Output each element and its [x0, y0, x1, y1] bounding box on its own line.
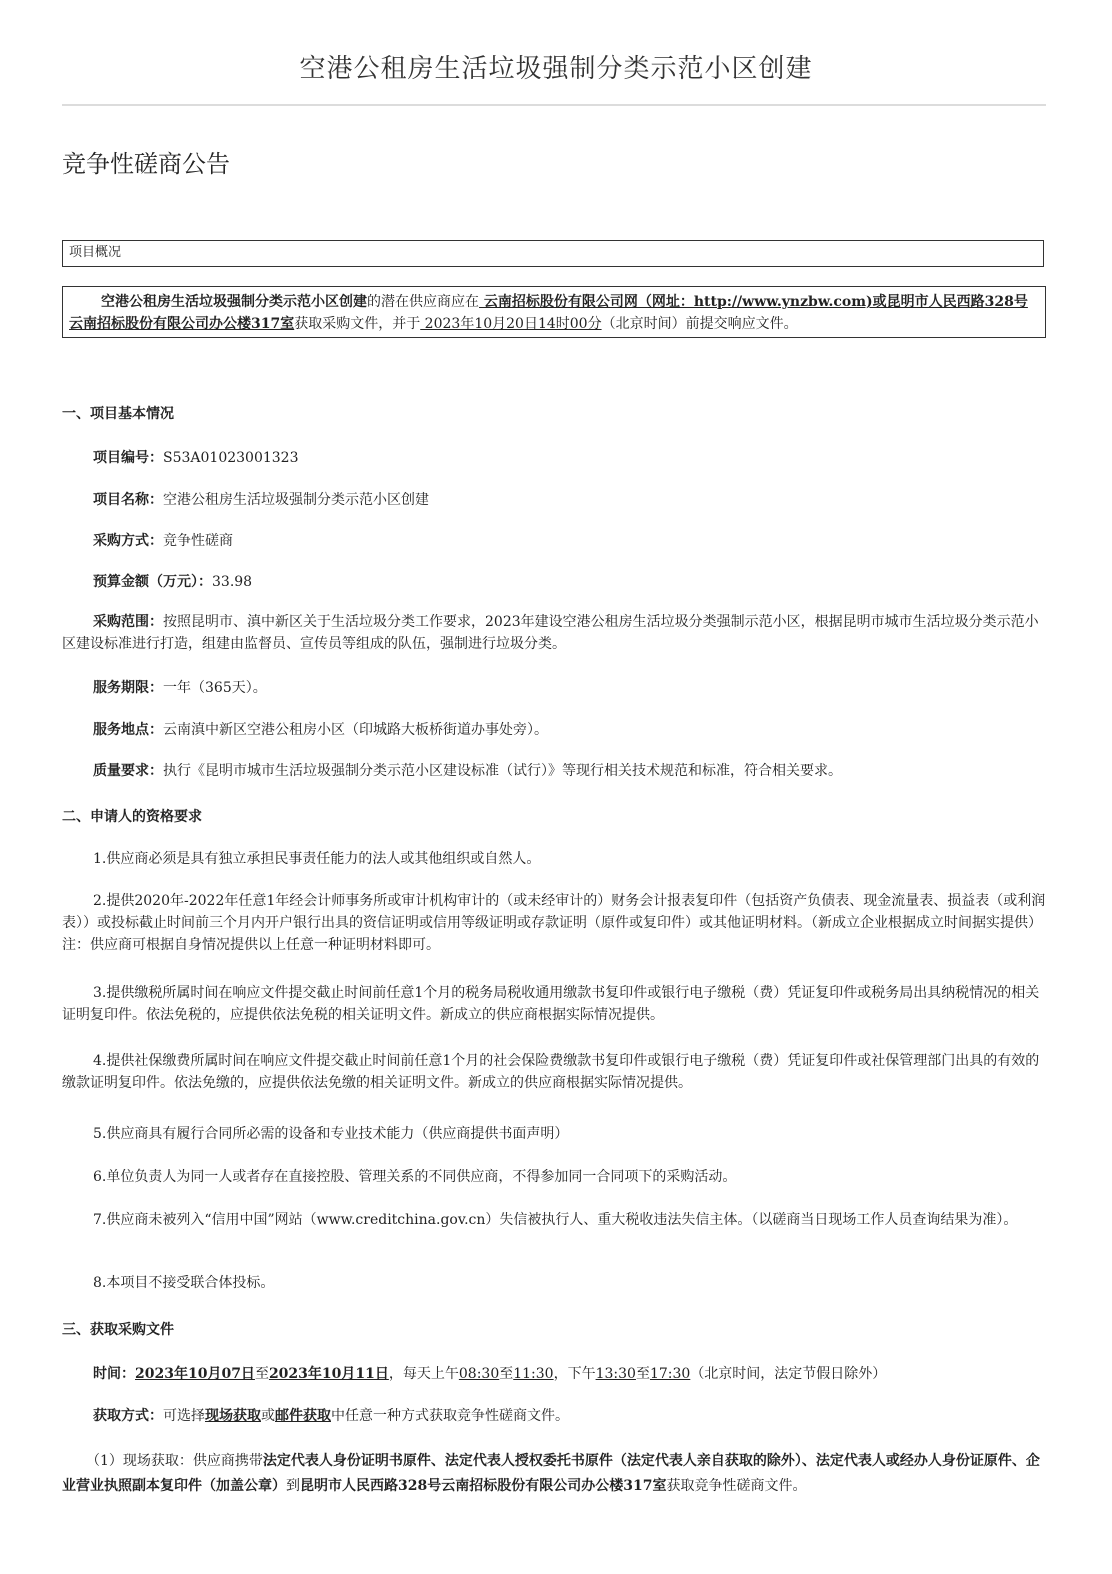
field-label: 项目编号：: [93, 450, 163, 466]
requirement-item: 2.提供2020年-2022年任意1年经会计师事务所或审计机构审计的（或未经审计的）财务会计报表复印件（包括资产负债表、现金流量表、损益表（或利润表））或投标截止时间前三个月内开户银行出具的资信证明或信用等级证明或存款证明（原件或复印件）或其他证明材料。（新成立企业根据成立时间据实提供）注：供应商可根据自身情况提供以上任意一种证明材料即可。: [62, 893, 1046, 953]
field-label: 预算金额（万元）：: [93, 574, 212, 590]
intro-project-name: 空港公租房生活垃圾强制分类示范小区创建: [101, 294, 367, 310]
intro-deadline: 2023年10月20日14时00分: [420, 316, 602, 332]
field-label: 服务期限：: [93, 680, 163, 696]
notice-heading: 竞争性磋商公告: [62, 150, 230, 178]
onsite-text: 获取竞争性磋商文件。: [666, 1478, 807, 1494]
service-location-row: [62, 718, 1046, 742]
field-value: 一年（365天）。: [163, 680, 267, 696]
section1-heading: 一、项目基本情况: [62, 406, 174, 422]
title-divider: [62, 104, 1046, 106]
field-value: 云南滇中新区空港公租房小区（印城路大板桥街道办事处旁）。: [163, 722, 548, 738]
intro-text-1: 的潜在供应商应在: [367, 294, 479, 310]
procurement-method-row: [62, 529, 1046, 553]
field-value: 竞争性磋商: [163, 533, 233, 549]
onsite-place: 昆明市人民西路328号云南招标股份有限公司办公楼317室: [300, 1478, 667, 1494]
method-text: 或: [261, 1408, 275, 1424]
acquisition-method-row: [62, 1404, 1046, 1428]
field-label: 质量要求：: [93, 763, 163, 779]
connector-text: 至: [254, 1366, 269, 1382]
requirement-item: 8.本项目不接受联合体投标。: [93, 1275, 275, 1291]
intro-acquire-place: 云南招标股份有限公司网（网址：http://www.ynzbw.com)或昆明市人民西路328号云南招标股份有限公司办公楼317室: [69, 294, 1028, 332]
field-label: 服务地点：: [93, 722, 163, 738]
budget-row: [62, 570, 1046, 594]
am-start-time: 08:30: [458, 1366, 500, 1382]
field-label: 采购范围：: [93, 614, 163, 630]
onsite-acquisition-paragraph: [62, 1449, 1046, 1499]
requirement-item: 6.单位负责人为同一人或者存在直接控股、管理关系的不同供应商，不得参加同一合同项下的采购活动。: [93, 1169, 737, 1185]
project-number-row: [62, 446, 1046, 470]
field-value: S53A01023001323: [163, 450, 299, 466]
service-period-row: [62, 676, 1046, 700]
mail-method: 邮件获取: [275, 1408, 331, 1424]
field-value: 33.98: [212, 574, 253, 590]
pm-end-time: 17:30: [649, 1366, 691, 1382]
connector-text: 至: [499, 1366, 514, 1382]
field-label: 项目名称：: [93, 492, 163, 508]
overview-intro: [62, 286, 1046, 338]
section3-heading: 三、获取采购文件: [62, 1322, 174, 1338]
field-label: 获取方式：: [93, 1408, 163, 1424]
pm-start-time: 13:30: [595, 1366, 636, 1382]
section2-heading: 二、申请人的资格要求: [62, 809, 202, 825]
method-text: 中任意一种方式获取竞争性磋商文件。: [331, 1408, 569, 1424]
field-value: 按照昆明市、滇中新区关于生活垃圾分类工作要求，2023年建设空港公租房生活垃圾分类强制示范小区，根据昆明市城市生活垃圾分类示范小区建设标准进行打造，组建由监督员、宣传员等组成的队伍，强制进行垃圾分类。: [62, 614, 1039, 652]
requirement-item: 5.供应商具有履行合同所必需的设备和专业技术能力（供应商提供书面声明）: [93, 1126, 569, 1142]
scope-row: [62, 611, 1046, 655]
connector-text: 至: [635, 1366, 650, 1382]
end-date: 2023年10月11日: [268, 1366, 389, 1382]
method-text: 可选择: [163, 1408, 205, 1424]
requirement-item: 4.提供社保缴费所属时间在响应文件提交截止时间前任意1个月的社会保险费缴款书复印件或银行电子缴税（费）凭证复印件或社保管理部门出具的有效的缴款证明复印件。依法免缴的，应提供依法免缴的相关证明文件。新成立的供应商根据实际情况提供。: [62, 1053, 1040, 1091]
onsite-text: 到: [286, 1478, 300, 1494]
page-title: 空港公租房生活垃圾强制分类示范小区创建: [299, 54, 813, 84]
time-text: （北京时间，法定节假日除外）: [690, 1366, 887, 1382]
field-value: 执行《昆明市城市生活垃圾强制分类示范小区建设标准（试行）》等现行相关技术规范和标准，符合相关要求。: [163, 763, 842, 779]
overview-box: 项目概况: [62, 240, 1044, 267]
acquisition-time-row: [62, 1362, 1046, 1386]
requirement-item: 7.供应商未被列入“信用中国”网站（www.creditchina.gov.cn）失信被执行人、重大税收违法失信主体。（以磋商当日现场工作人员查询结果为准）。: [93, 1212, 1018, 1228]
project-name-row: [62, 488, 1046, 512]
field-value: 空港公租房生活垃圾强制分类示范小区创建: [163, 492, 429, 508]
am-end-time: 11:30: [513, 1366, 554, 1382]
intro-text-2: 获取采购文件，并于: [294, 316, 421, 332]
onsite-required-docs: 法定代表人身份证明书原件、法定代表人授权委托书原件（法定代表人亲自获取的除外）、法定代表人或经办人身份证原件、企业营业执照副本复印件（加盖公章）: [62, 1453, 1040, 1494]
onsite-text: （1）现场获取：供应商携带: [86, 1453, 263, 1469]
field-label: 采购方式：: [93, 533, 163, 549]
time-text: ，每天上午: [388, 1366, 459, 1382]
field-label: 时间：: [93, 1366, 135, 1382]
requirement-item: 1.供应商必须是具有独立承担民事责任能力的法人或其他组织或自然人。: [93, 851, 541, 867]
onsite-method: 现场获取: [205, 1408, 261, 1424]
time-text: ，下午: [553, 1366, 596, 1382]
quality-row: [62, 759, 1046, 783]
intro-text-3: （北京时间）前提交响应文件。: [601, 316, 798, 332]
start-date: 2023年10月07日: [135, 1366, 255, 1382]
requirement-item: 3.提供缴税所属时间在响应文件提交截止时间前任意1个月的税务局税收通用缴款书复印件或银行电子缴税（费）凭证复印件或税务局出具纳税情况的相关证明复印件。依法免税的，应提供依法免税的相关证明文件。新成立的供应商根据实际情况提供。: [62, 985, 1040, 1023]
